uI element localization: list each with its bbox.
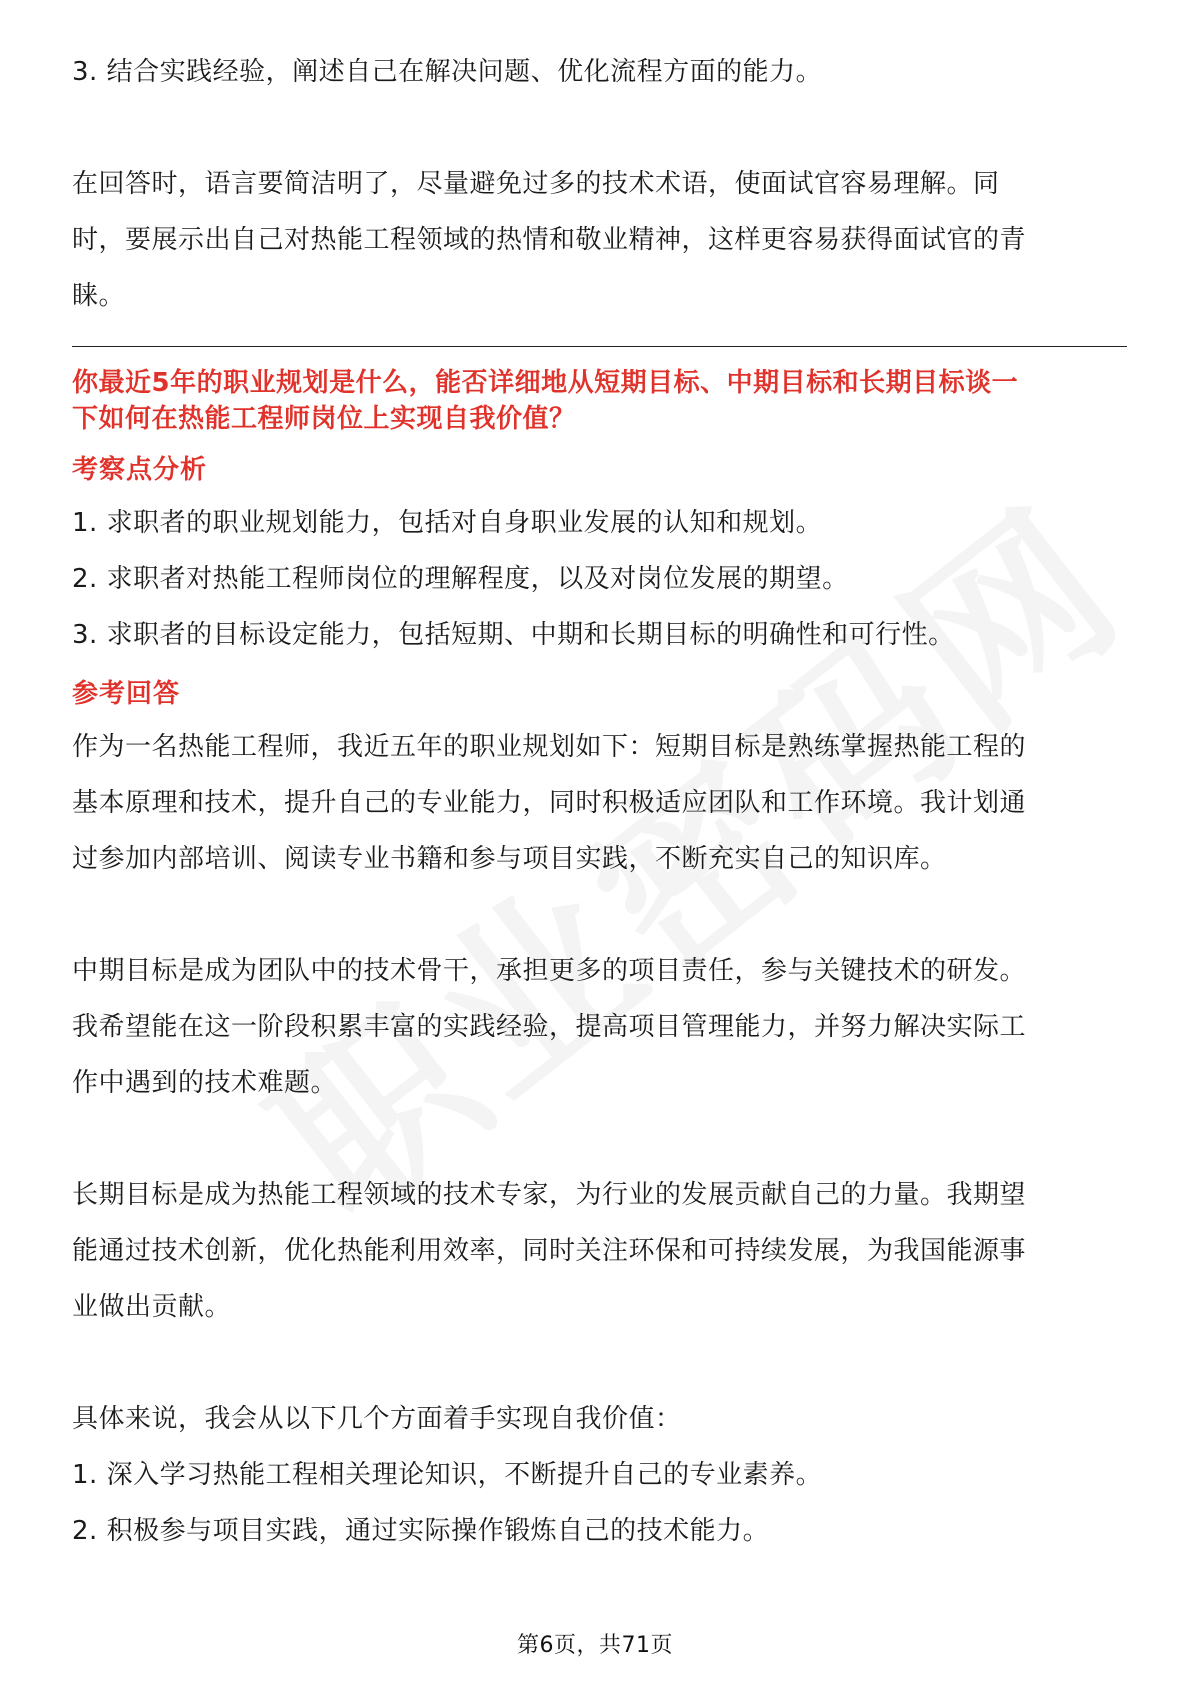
- answer-line: 过参加内部培训、阅读专业书籍和参与项目实践，不断充实自己的知识库。: [72, 844, 947, 874]
- list-item: 1. 深入学习热能工程相关理论知识，不断提升自己的专业素养。: [72, 1460, 823, 1490]
- answer-line: 作为一名热能工程师，我近五年的职业规划如下：短期目标是熟练掌握热能工程的: [72, 732, 1027, 762]
- answer-line: 长期目标是成为热能工程领域的技术专家，为行业的发展贡献自己的力量。我期望: [72, 1180, 1027, 1210]
- page-content: [72, 44, 1127, 1559]
- section-divider: [72, 346, 1127, 347]
- paragraph-gap: [72, 887, 1127, 943]
- closing-text-line: 睐。: [72, 281, 126, 311]
- paragraph-gap: [72, 1111, 1127, 1167]
- answer-line: 基本原理和技术，提升自己的专业能力，同时积极适应团队和工作环境。我计划通: [72, 788, 1027, 818]
- page-number: 第6页，共71页: [517, 1633, 673, 1658]
- list-item: 2. 积极参与项目实践，通过实际操作锻炼自己的技术能力。: [72, 1516, 770, 1546]
- analysis-list: [72, 495, 1127, 663]
- question-heading: [72, 365, 1127, 437]
- answer-line: 具体来说，我会从以下几个方面着手实现自我价值：: [72, 1404, 682, 1434]
- answer-line: 作中遇到的技术难题。: [72, 1068, 338, 1098]
- answer-line: 中期目标是成为团队中的技术骨干，承担更多的项目责任，参与关键技术的研发。: [72, 956, 1027, 986]
- question-line: 下如何在热能工程师岗位上实现自我价值？: [72, 404, 576, 434]
- list-item: 3. 求职者的目标设定能力，包括短期、中期和长期目标的明确性和可行性。: [72, 620, 955, 650]
- intro-list-item: 3. 结合实践经验，阐述自己在解决问题、优化流程方面的能力。: [72, 57, 823, 87]
- answer-paragraph-4: [72, 1391, 1127, 1559]
- closing-text-line: 在回答时，语言要简洁明了，尽量避免过多的技术术语，使面试官容易理解。同: [72, 169, 1000, 199]
- list-item: 1. 求职者的职业规划能力，包括对自身职业发展的认知和规划。: [72, 508, 823, 538]
- closing-text-line: 时，要展示出自己对热能工程领域的热情和敬业精神，这样更容易获得面试官的青: [72, 225, 1027, 255]
- answer-line: 我希望能在这一阶段积累丰富的实践经验，提高项目管理能力，并努力解决实际工: [72, 1012, 1027, 1042]
- paragraph-gap: [72, 1335, 1127, 1391]
- answer-line: 业做出贡献。: [72, 1292, 232, 1322]
- answer-line: 能通过技术创新，优化热能利用效率，同时关注环保和可持续发展，为我国能源事: [72, 1236, 1027, 1266]
- paragraph-gap: [72, 100, 1127, 156]
- answer-title: 参考回答: [72, 679, 181, 709]
- answer-paragraph-3: [72, 1167, 1127, 1335]
- analysis-title: 考察点分析: [72, 455, 208, 485]
- answer-paragraph-1: [72, 719, 1127, 887]
- answer-paragraph-2: [72, 943, 1127, 1111]
- list-item: 2. 求职者对热能工程师岗位的理解程度，以及对岗位发展的期望。: [72, 564, 849, 594]
- question-line: 你最近5年的职业规划是什么，能否详细地从短期目标、中期目标和长期目标谈一: [72, 368, 1019, 398]
